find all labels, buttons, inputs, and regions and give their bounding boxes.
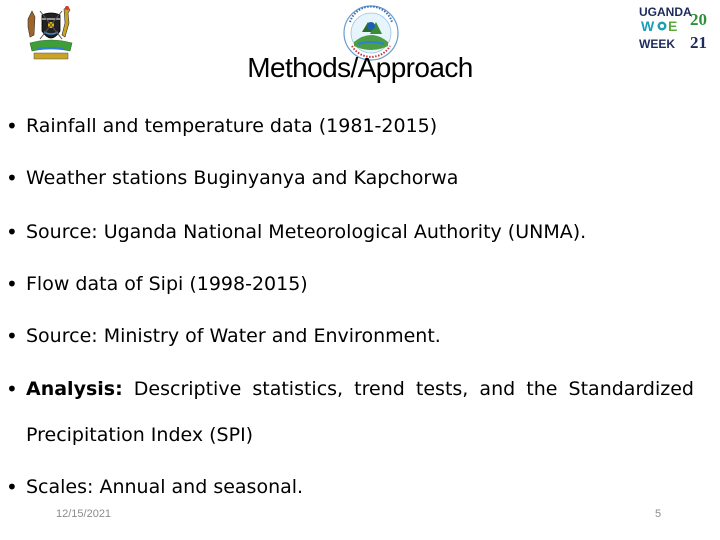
svg-text:W: W <box>641 18 655 34</box>
bullet-text: Rainfall and temperature data (1981-2015) <box>26 115 438 137</box>
bullet-dot: • <box>6 272 18 296</box>
bullet-dot: • <box>6 166 18 190</box>
bullet-text: Flow data of Sipi (1998-2015) <box>26 273 308 295</box>
bullet-dot: • <box>6 220 18 244</box>
bullet-text: Source: Uganda National Meteorological Authority (UNMA). <box>26 221 587 243</box>
badge-line3: WEEK <box>639 37 675 51</box>
bullet-dot: • <box>6 114 18 138</box>
bullet-dot: • <box>6 475 18 499</box>
bullet-text: Weather stations Buginyanya and Kapchorwa <box>26 167 459 189</box>
analysis-line1 <box>26 377 694 401</box>
slide-title: Methods/Approach <box>247 52 473 83</box>
analysis-label: Analysis: <box>26 378 123 400</box>
footer-date: 12/15/2021 <box>56 508 112 520</box>
bullet-dot: • <box>6 377 18 401</box>
uganda-water-week-logo <box>638 4 716 54</box>
footer-page-number: 5 <box>655 508 662 520</box>
analysis-text: Descriptive statistics, trend tests, and the Standardized <box>133 378 694 400</box>
analysis-line2: Precipitation Index (SPI) <box>26 424 254 446</box>
badge-year-top: 20 <box>690 10 707 29</box>
bullet-dot: • <box>6 324 18 348</box>
badge-line1: UGANDA <box>639 5 692 19</box>
badge-year-bottom: 21 <box>690 33 707 52</box>
bullet-text: Scales: Annual and seasonal. <box>26 476 304 498</box>
svg-text:E: E <box>668 18 678 34</box>
bullet-text: Source: Ministry of Water and Environment. <box>26 325 441 347</box>
